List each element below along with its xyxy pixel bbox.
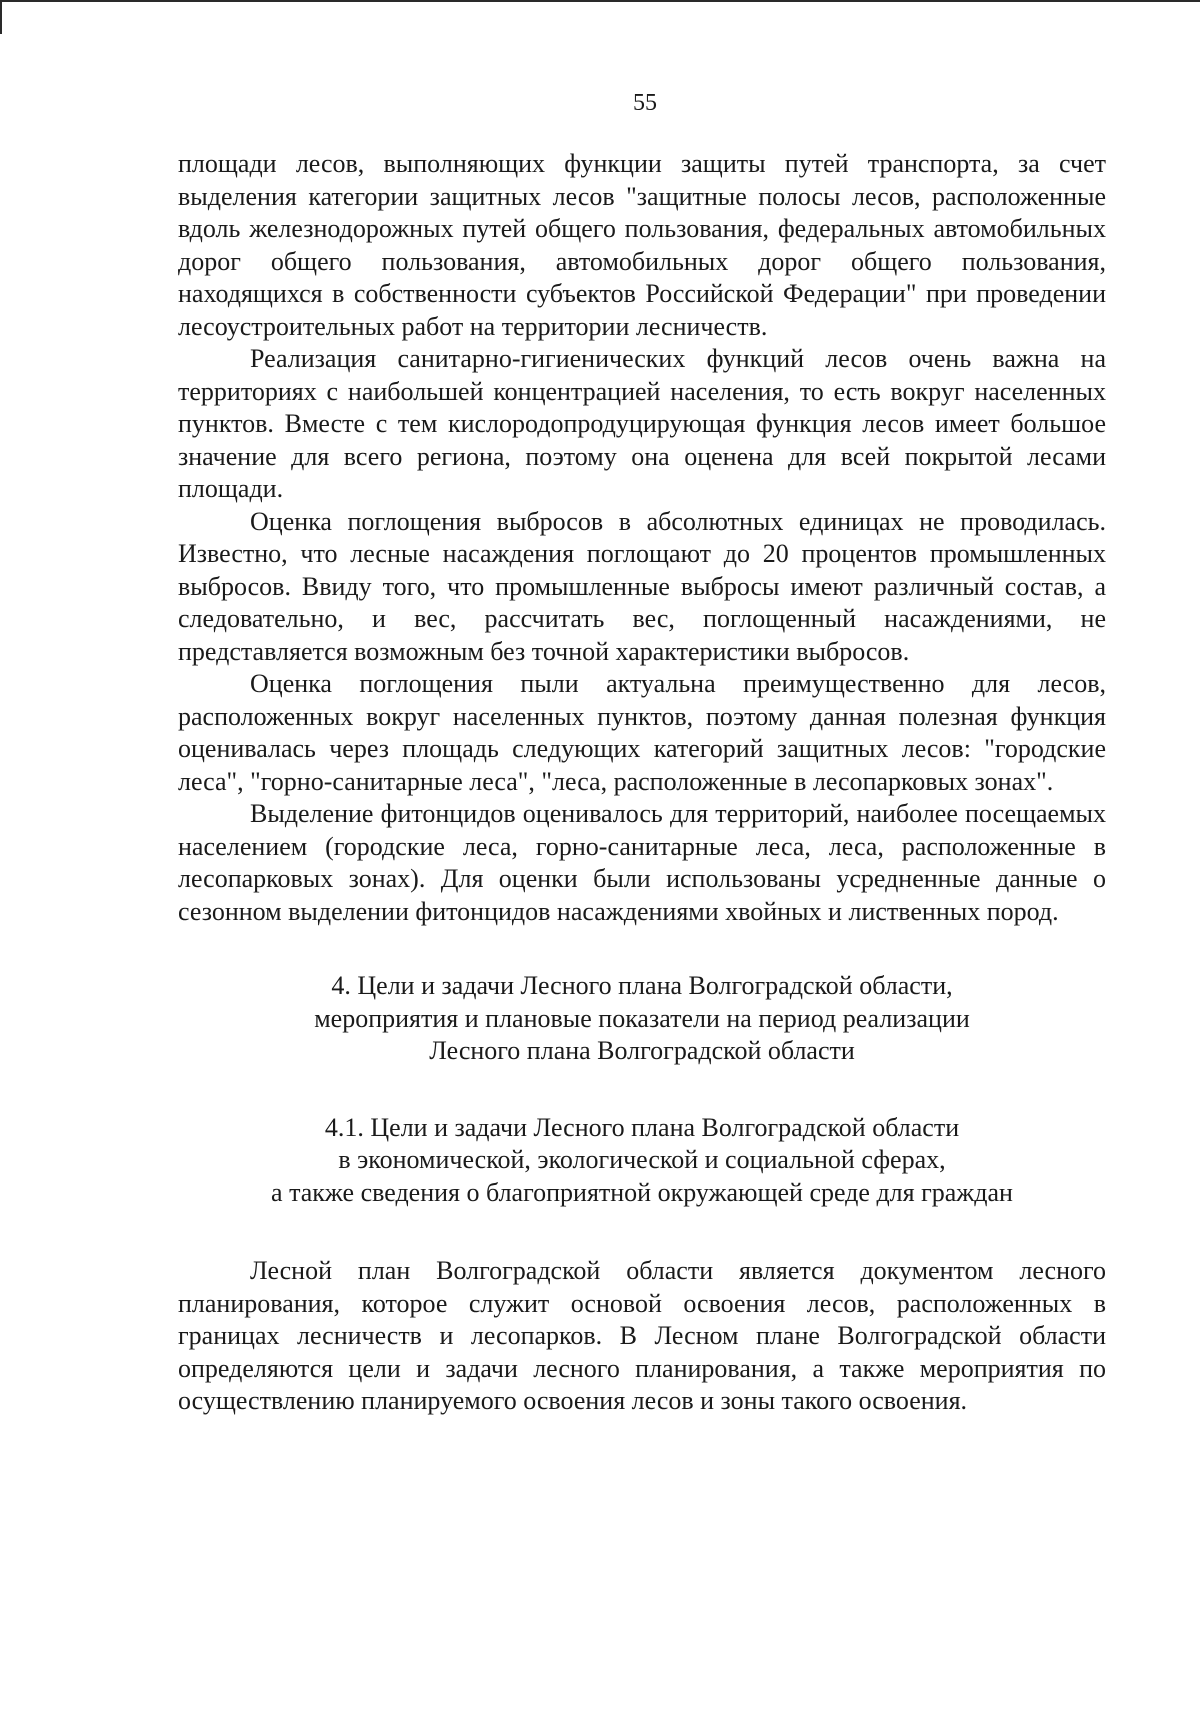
paragraph-sanitary-functions: Реализация санитарно-гигиенических функций лесов очень важна на территориях с наибольшей концентрацией населения, то есть вокруг населенных пунктов. Вместе с тем кислородопродуцирующая функция лесов имеет большое значение для всего региона, поэтому она оценена для всей покрытой лесами площади.: [178, 344, 1106, 503]
section-heading: [178, 970, 1106, 1068]
section-heading-line: Лесного плана Волгоградской области: [429, 1036, 855, 1065]
section-heading-line: 4. Цели и задачи Лесного плана Волгоградской области,: [331, 971, 953, 1000]
subsection-heading: [178, 1112, 1106, 1210]
subsection-heading-line: а также сведения о благоприятной окружающей среде для граждан: [271, 1177, 1013, 1207]
subsection-heading-line: в экономической, экологической и социальной сферах,: [338, 1145, 946, 1174]
subsection-heading-line: 4.1. Цели и задачи Лесного плана Волгоградской области: [324, 1112, 960, 1142]
paragraph-continuation: площади лесов, выполняющих функции защиты путей транспорта, за счет выделения категории защитных лесов "защитные полосы лесов, расположенные вдоль железнодорожных путей общего пользования, федеральных автомобильных дорог общего пользования, автомобильных дорог общего пользования, находящихся в собственности субъектов Российской Федерации" при проведении лесоустроительных работ на территории лесничеств.: [178, 149, 1106, 341]
paragraph-forest-plan: Лесной план Волгоградской области является документом лесного планирования, которое служит основой освоения лесов, расположенных в границах лесничеств и лесопарков. В Лесном плане Волгоградской области определяются цели и задачи лесного планирования, а также мероприятия по осуществлению планируемого освоения лесов и зоны такого освоения.: [178, 1256, 1106, 1415]
document-body: [178, 148, 1106, 1418]
page-number: 55: [633, 90, 657, 116]
scan-border-top: [0, 0, 1200, 2]
scan-border-left: [0, 0, 2, 34]
paragraph-phytoncides: Выделение фитонцидов оценивалось для территорий, наиболее посещаемых населением (городские леса, горно-санитарные леса, леса, расположенные в лесопарковых зонах). Для оценки были использованы усредненные данные о сезонном выделении фитонцидов насаждениями хвойных и лиственных пород.: [178, 799, 1106, 926]
paragraph-dust-absorption: Оценка поглощения пыли актуальна преимущественно для лесов, расположенных вокруг населенных пунктов, поэтому данная полезная функция оценивалась через площадь следующих категорий защитных лесов: "городские леса", "горно-санитарные леса", "леса, расположенные в лесопарковых зонах".: [178, 669, 1106, 796]
paragraph-emissions-absorption: Оценка поглощения выбросов в абсолютных единицах не проводилась. Известно, что лесные насаждения поглощают до 20 процентов промышленных выбросов. Ввиду того, что промышленные выбросы имеют различный состав, а следовательно, и вес, рассчитать вес, поглощенный насаждениями, не представляется возможным без точной характеристики выбросов.: [178, 506, 1106, 666]
section-heading-line: мероприятия и плановые показатели на период реализации: [314, 1003, 970, 1033]
